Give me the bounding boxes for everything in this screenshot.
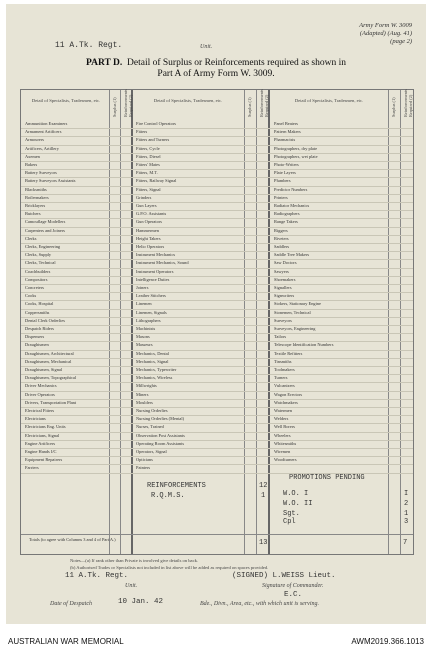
col3-trade: Panel Beaters — [274, 121, 299, 126]
bar-right-text: AWM2019.366.1013 — [351, 637, 424, 646]
reinforcements-label: REINFORCEMENTS — [147, 482, 206, 490]
col2-trade: Nursing Orderlies (Mental) — [136, 416, 185, 422]
signed-by: (SIGNED) L.WEISS Lieut. — [232, 572, 336, 580]
header-unit-value: 11 A.Tk. Regt. — [55, 41, 123, 50]
col1-trade: Cooks — [25, 293, 37, 299]
col2-trade: Intelligence Duties — [136, 276, 170, 282]
col2-trade: Leather Stitchers — [136, 293, 166, 299]
col2-trade: Helio Operators — [136, 244, 165, 249]
col1-trade: Draughtsmen — [25, 342, 49, 348]
col3-trade: Plate Layers — [274, 170, 296, 176]
col1-trade: Electricians, Signal — [25, 432, 60, 438]
col3-trade: Whitesmiths — [274, 440, 297, 446]
despatch-label: Date of Despatch — [50, 601, 92, 607]
form-ref: Army Form W. 3009 — [359, 22, 412, 29]
col2-trade: Mechanics, Dental — [136, 350, 169, 356]
col2-trade: Fitters — [136, 129, 148, 135]
col1-trade: Draughtsmen, Architectural — [25, 350, 74, 356]
col1-surplus-header: Surplus (1) — [112, 97, 117, 117]
col1-trade: Farriers — [25, 465, 39, 471]
col2-trade: Mechanics, Signal — [136, 358, 169, 364]
col2-trade: Fitters, Railway Signal — [136, 178, 177, 184]
signature-ec: E.C. — [284, 591, 303, 599]
col3-trade: Pattern Makers — [274, 129, 301, 135]
col3-trade: Turners — [274, 375, 288, 381]
col1-trade: Battery Surveyors Assistants — [25, 178, 76, 184]
note-a: Notes—(a) If rank other than Private is involved give details on back. — [70, 558, 199, 563]
col1-trade: Cooks, Hospital — [25, 301, 54, 307]
wo2-label: W.O. II — [283, 500, 313, 508]
col2-trade: Height Takers — [136, 235, 161, 241]
col2-trade: G.P.O. Assistants — [136, 211, 167, 217]
col1-trade: Dental Clerk Orderlies — [25, 317, 65, 323]
col3-trade: Range Takers — [274, 219, 298, 225]
col2-trade: Gun Operators — [136, 219, 162, 225]
footer-unit-value: 11 A.Tk. Regt. — [65, 572, 129, 580]
col2-trade: Mechanics, Typewriter — [136, 367, 177, 372]
col2-trade: Grinders — [136, 194, 152, 200]
cpl-label: Cpl — [283, 518, 296, 526]
col2-trade: Fitters, M.T. — [136, 170, 158, 176]
col3-reinf-header: Reinforcements Required (2) — [403, 89, 413, 117]
form-page: (page 2) — [390, 38, 412, 45]
col3-trade: Saddlers — [274, 244, 290, 249]
col3-trade: Signallers — [274, 285, 292, 290]
col3-trade: Riveters — [274, 235, 289, 241]
col3-trade: Tailors — [274, 334, 287, 340]
col3-trade: Watermen — [274, 408, 292, 413]
col2-trade: Fitters, Signal — [136, 186, 161, 192]
col2-trade: Painters — [136, 465, 151, 471]
col1-trade: Ammunition Examiners — [25, 121, 68, 126]
col1-trade: Butchers — [25, 211, 41, 217]
wo2-value: 2 — [404, 500, 409, 508]
col3-trade: Photo-Writers — [274, 162, 299, 167]
col1-trade: Equipment Repairers — [25, 457, 63, 463]
col2-trade: Nurses, Trained — [136, 424, 164, 430]
col3-trade: Well Borers — [274, 424, 295, 430]
col1-trade: Draughtsmen, Topographical — [25, 375, 77, 381]
col3-trade: Shoemakers — [274, 276, 296, 282]
col1-trade: Compositors — [25, 276, 48, 282]
col2-trade: Lithographers — [136, 317, 161, 323]
col1-trade: Electricians — [25, 416, 46, 422]
col2-trade: Millwrights — [136, 383, 157, 389]
col1-trade: Clerks, Supply — [25, 252, 52, 258]
col3-trade: Plumbers — [274, 178, 291, 184]
col1-trade: Bricklayers — [25, 203, 46, 208]
footer-unit-label: Unit. — [125, 583, 138, 589]
bar-left-text: AUSTRALIAN WAR MEMORIAL — [8, 637, 124, 646]
col3-trade: Welders — [274, 416, 289, 422]
col2-trade: Mechanics, Wireless — [136, 375, 173, 381]
col2-trade: Machinists — [136, 326, 156, 331]
col2-trade: Masons — [136, 334, 150, 340]
col1-trade: Electrical Fitters — [25, 408, 55, 413]
col3-trade: Sawyers — [274, 268, 289, 274]
wo1-value: I — [404, 490, 409, 498]
note-b: (b) Authorised Trades or Specialists not included in list above will be added as required on spaces provided. — [70, 565, 269, 570]
col1-trade: Armourers — [25, 137, 45, 143]
totals-label: Totals (to agree with Columns 3 and 4 of Part A.) — [29, 537, 116, 542]
col3-trade: Stokers, Stationary Engine — [274, 301, 321, 307]
col3-trade: Textile Refitters — [274, 350, 303, 356]
total-right: 7 — [403, 539, 408, 547]
col2-trade: Fire Control Operators — [136, 121, 176, 126]
title-line2: Part A of Army Form W. 3009. — [157, 69, 275, 79]
col2-trade: Joiners — [136, 285, 149, 290]
col2-trade: Hammermen — [136, 227, 159, 233]
promotions-pending: PROMOTIONS PENDING — [289, 474, 365, 482]
col1-trade: Axemen — [25, 153, 40, 159]
sgt-value: 1 — [404, 510, 409, 518]
col1-trade: Despatch Riders — [25, 326, 54, 331]
col1-trade: Clerks, Technical — [25, 260, 56, 266]
col2-trade: Moulders — [136, 399, 153, 405]
despatch-value: 10 Jan. 42 — [118, 598, 164, 606]
notes — [70, 557, 268, 571]
col2-trade: Linemen, Signals — [136, 309, 167, 315]
col1-trade: Artificers, Artillery — [25, 145, 59, 151]
col2-trade: Fitters, Diesel — [136, 153, 161, 159]
col1-trade: Dispensers — [25, 334, 45, 340]
col2-trade: Operating Room Assistants — [136, 440, 185, 446]
formation-label: Bde., Divn., Area, etc., with which unit is serving. — [200, 601, 319, 607]
signature-label: Signature of Commander. — [262, 583, 324, 589]
col1-trade: Coachbuilders — [25, 268, 51, 274]
col3-trade: Telescope Identification Numbers — [274, 342, 334, 348]
col1-trade: Concreters — [25, 285, 45, 290]
rqms-label: R.Q.M.S. — [151, 492, 185, 500]
cpl-value: 3 — [404, 518, 409, 526]
totals-row — [21, 534, 413, 554]
col3-trade: Toolmakers — [274, 367, 295, 372]
col3-trade: Watchmakers — [274, 399, 298, 405]
specialists-table — [20, 89, 414, 555]
col2-trade: Opticians — [136, 457, 153, 463]
col3-trade: Vulcanizers — [274, 383, 295, 389]
col1-trade: Engine Artificers — [25, 440, 56, 446]
col2-trade: Operators, Signal — [136, 449, 167, 454]
col2-trade: Gun Layers — [136, 203, 157, 208]
col3-trade: Photographers, wet plate — [274, 153, 318, 159]
col2-trade: Fitters, Cycle — [136, 145, 160, 151]
col3-surplus-header: Surplus (1) — [391, 97, 396, 117]
header-unit-label: Unit. — [200, 44, 213, 50]
col1-trade: Clerks, Engineering — [25, 244, 61, 249]
col2-header: Detail of Specialists, Tradesmen, etc. — [153, 98, 223, 103]
wo1-label: W.O. I — [283, 490, 309, 498]
col2-trade: Instrument Mechanics — [136, 252, 176, 258]
col3-trade: Pharmacists — [274, 137, 296, 143]
col3-trade: Wiremen — [274, 449, 291, 454]
col3-trade: Saddle Tree Makers — [274, 252, 310, 258]
col1-trade: Coppersmiths — [25, 309, 50, 315]
form-adapted: (Adapted) (Aug. 41) — [359, 30, 412, 37]
col1-trade: Clerks — [25, 235, 37, 241]
table-row — [21, 464, 413, 473]
col1-trade: Electricians Eng. Units — [25, 424, 66, 430]
col1-reinf-header: Reinforcements Required (2) — [123, 89, 133, 117]
col1-trade: Draughtsmen, Signal — [25, 367, 63, 372]
attribution-bar — [0, 632, 432, 653]
col3-trade: Woodturners — [274, 457, 297, 463]
col3-trade: Signwriters — [274, 293, 295, 299]
col2-trade: Nursing Orderlies — [136, 408, 168, 413]
col2-trade: Miners — [136, 391, 149, 397]
col3-trade: Radiographers — [274, 211, 300, 217]
col3-trade: Saw Doctors — [274, 260, 297, 266]
col2-trade: Fitters' Mates — [136, 162, 160, 167]
col3-trade: Riggers — [274, 227, 288, 233]
sgt-label: Sgt. — [283, 510, 300, 518]
col3-trade: Radiator Mechanics — [274, 203, 310, 208]
col1-trade: Battery Surveyors — [25, 170, 57, 176]
col1-trade: Driver Operators — [25, 391, 55, 397]
col1-trade: Camouflage Modellers — [25, 219, 66, 225]
col1-header: Detail of Specialists, Tradesmen, etc. — [31, 98, 101, 103]
col1-trade: Engine Hands I/C — [25, 449, 57, 454]
col3-trade: Surveyors — [274, 317, 292, 323]
form-reference — [302, 22, 412, 46]
col1-trade: Blacksmiths — [25, 186, 47, 192]
col3-trade: Printers — [274, 194, 288, 200]
col2-trade: Fitters and Turners — [136, 137, 170, 143]
col2-trade: Linemen — [136, 301, 152, 307]
col3-trade: Wheelers — [274, 432, 291, 438]
col1-trade: Boilermakers — [25, 194, 49, 200]
col1-trade: Draughtsmen, Mechanical — [25, 358, 72, 364]
page-title — [0, 58, 432, 80]
col2-trade: Instrument Operators — [136, 268, 174, 274]
total-mid: 13 — [259, 539, 268, 547]
col3-trade: Stonemen, Technical — [274, 309, 311, 315]
col1-trade: Drivers, Transportation Plant — [25, 399, 77, 405]
col3-trade: Surveyors, Engineering — [274, 326, 316, 331]
col2-surplus-header: Surplus (1) — [247, 97, 252, 117]
col2-trade: Observation Post Assistants — [136, 432, 185, 438]
col3-trade: Photographers, dry plate — [274, 145, 318, 151]
col3-trade: Wagon Erectors — [274, 391, 303, 397]
col2-trade: Masseurs — [136, 342, 153, 348]
col3-header: Detail of Specialists, Tradesmen, etc. — [294, 98, 364, 103]
col1-trade: Carpenters and Joiners — [25, 227, 65, 233]
col2-reinf-header: Reinforcements Required (2) — [259, 89, 269, 117]
part-label: PART D. — [86, 58, 123, 68]
col3-trade: Tinsmiths — [274, 358, 292, 364]
title-line1: Detail of Surplus or Reinforcements required as shown in — [127, 58, 346, 68]
col3-trade: Predictor Numbers — [274, 186, 308, 192]
col2-trade: Instrument Mechanics, Sound — [136, 260, 189, 266]
reinforcements-value: 12 — [259, 482, 268, 490]
col1-trade: Bakers — [25, 162, 38, 167]
rqms-value: 1 — [261, 492, 266, 500]
col1-trade: Armament Artificers — [25, 129, 62, 135]
col1-trade: Driver Mechanics — [25, 383, 57, 389]
